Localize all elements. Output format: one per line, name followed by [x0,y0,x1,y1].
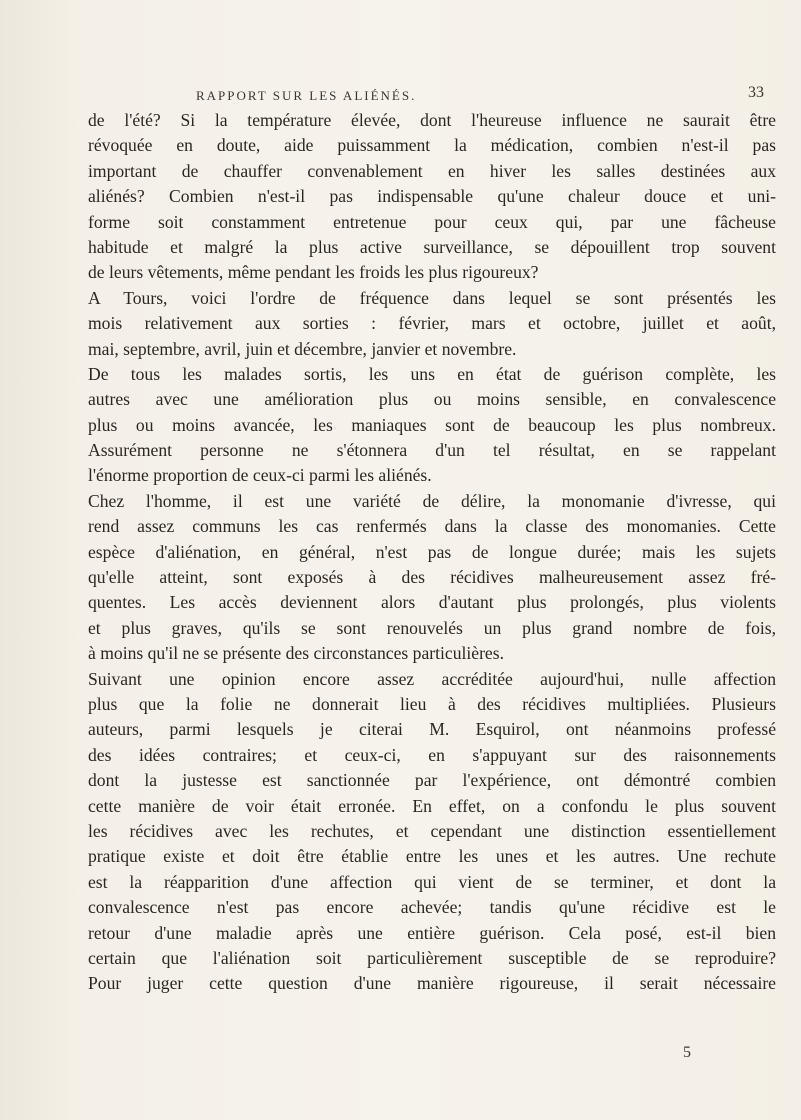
text-line: des idées contraires; et ceux-ci, en s'appuyant sur des raisonnements [88,744,776,765]
signature-mark: 5 [683,1044,691,1061]
text-line: quentes. Les accès deviennent alors d'autant plus prolongés, plus violents [88,592,776,613]
page-number: 33 [748,84,764,101]
text-line: Pour juger cette question d'une manière rigoureuse, il serait nécessaire [88,973,776,994]
text-line: Suivant une opinion encore assez accréditée aujourd'hui, nulle affection [88,668,776,689]
text-line: plus ou moins avancée, les maniaques sont de beaucoup les plus nombreux. [88,414,776,435]
text-line: retour d'une maladie après une entière guérison. Cela posé, est-il bien [88,922,776,943]
text-line: pratique existe et doit être établie entre les unes et les autres. Une rechute [88,846,776,867]
text-line: rend assez communs les cas renfermés dans la classe des monomanies. Cette [88,516,776,537]
text-line: dont la justesse est sanctionnée par l'expérience, ont démontré combien [88,770,776,791]
text-line: aliénés? Combien n'est-il pas indispensable qu'une chaleur douce et uni- [88,186,776,207]
text-line: certain que l'aliénation soit particulièrement susceptible de se reproduire? [88,947,776,968]
text-line: habitude et malgré la plus active surveillance, se dépouillent trop souvent [88,236,776,257]
text-line: autres avec une amélioration plus ou moins sensible, en convalescence [88,389,776,410]
text-line: l'énorme proportion de ceux-ci parmi les aliénés. [88,465,432,486]
text-line: cette manière de voir était erronée. En effet, on a confondu le plus souvent [88,795,776,816]
text-line: espèce d'aliénation, en général, n'est pas de longue durée; mais les sujets [88,541,776,562]
text-line: plus que la folie ne donnerait lieu à des récidives multipliées. Plusieurs [88,693,776,714]
text-line: Chez l'homme, il est une variété de délire, la monomanie d'ivresse, qui [88,490,776,511]
text-line: De tous les malades sortis, les uns en état de guérison complète, les [88,363,776,384]
text-line: et plus graves, qu'ils se sont renouvelés un plus grand nombre de fois, [88,617,776,638]
text-line: auteurs, parmi lesquels je citerai M. Esquirol, ont néanmoins professé [88,719,776,740]
text-line: révoquée en doute, aide puissamment la médication, combien n'est-il pas [88,135,776,156]
text-line: forme soit constamment entretenue pour ceux qui, par une fâcheuse [88,211,776,232]
text-line: de l'été? Si la température élevée, dont l'heureuse influence ne saurait être [88,110,776,130]
text-line: Assurément personne ne s'étonnera d'un tel résultat, en se rappelant [88,440,776,461]
text-line: important de chauffer convenablement en hiver les salles destinées aux [88,160,776,181]
text-line: A Tours, voici l'ordre de fréquence dans lequel se sont présentés les [88,287,776,308]
text-line: mai, septembre, avril, juin et décembre, janvier et novembre. [88,338,517,359]
text-line: mois relativement aux sorties : février, mars et octobre, juillet et août, [88,313,776,334]
body-text [88,108,776,997]
text-line: qu'elle atteint, sont exposés à des récidives malheureusement assez fré- [88,567,776,588]
text-line: les récidives avec les rechutes, et cependant une distinction essentiellement [88,820,776,841]
text-line: de leurs vêtements, même pendant les froids les plus rigoureux? [88,262,539,283]
text-line: convalescence n'est pas encore achevée; tandis qu'une récidive est le [88,897,776,918]
text-line: à moins qu'il ne se présente des circonstances particulières. [88,643,504,664]
running-head: RAPPORT SUR LES ALIÉNÉS. [196,88,417,103]
text-line: est la réapparition d'une affection qui vient de se terminer, et dont la [88,871,776,892]
